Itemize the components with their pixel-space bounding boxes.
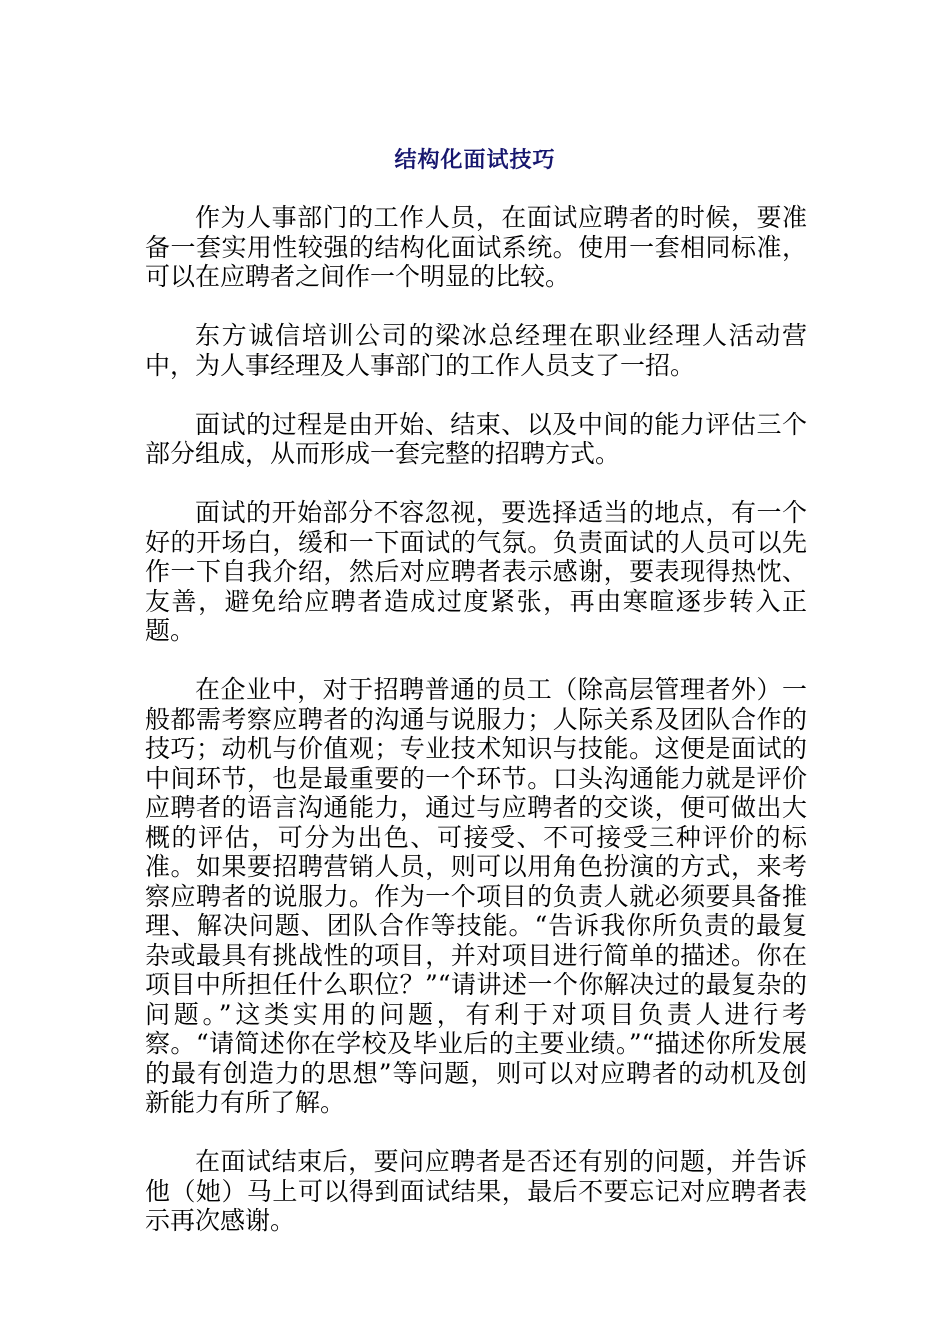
paragraph-2: 东方诚信培训公司的梁冰总经理在职业经理人活动营中，为人事经理及人事部门的工作人员支了一招。	[145, 321, 807, 380]
paragraph-4: 面试的开始部分不容忽视，要选择适当的地点，有一个好的开场白，缓和一下面试的气氛。负责面试的人员可以先作一下自我介绍，然后对应聘者表示感谢，要表现得热忱、友善，避免给应聘者造成过度紧张，再由寒暄逐步转入正题。	[145, 498, 807, 645]
document-body	[145, 203, 807, 1265]
document-title: 结构化面试技巧	[394, 147, 556, 173]
paragraph-1: 作为人事部门的工作人员，在面试应聘者的时候，要准备一套实用性较强的结构化面试系统。使用一套相同标准，可以在应聘者之间作一个明显的比较。	[145, 203, 807, 291]
paragraph-6: 在面试结束后，要问应聘者是否还有别的问题，并告诉他（她）马上可以得到面试结果，最后不要忘记对应聘者表示再次感谢。	[145, 1147, 807, 1235]
paragraph-3: 面试的过程是由开始、结束、以及中间的能力评估三个部分组成，从而形成一套完整的招聘方式。	[145, 409, 807, 468]
paragraph-5: 在企业中，对于招聘普通的员工（除高层管理者外）一般都需考察应聘者的沟通与说服力；人际关系及团队合作的技巧；动机与价值观；专业技术知识与技能。这便是面试的中间环节，也是最重要的一个环节。口头沟通能力就是评价应聘者的语言沟通能力，通过与应聘者的交谈，便可做出大概的评估，可分为出色、可接受、不可接受三种评价的标准。如果要招聘营销人员，则可以用角色扮演的方式，来考察应聘者的说服力。作为一个项目的负责人就必须要具备推理、解决问题、团队合作等技能。“告诉我你所负责的最复杂或最具有挑战性的项目，并对项目进行简单的描述。你在项目中所担任什么职位？”“请讲述一个你解决过的最复杂的问题。”这类实用的问题，有利于对项目负责人进行考察。“请简述你在学校及毕业后的主要业绩。”“描述你所发展的最有创造力的思想”等问题，则可以对应聘者的动机及创新能力有所了解。	[145, 675, 807, 1117]
